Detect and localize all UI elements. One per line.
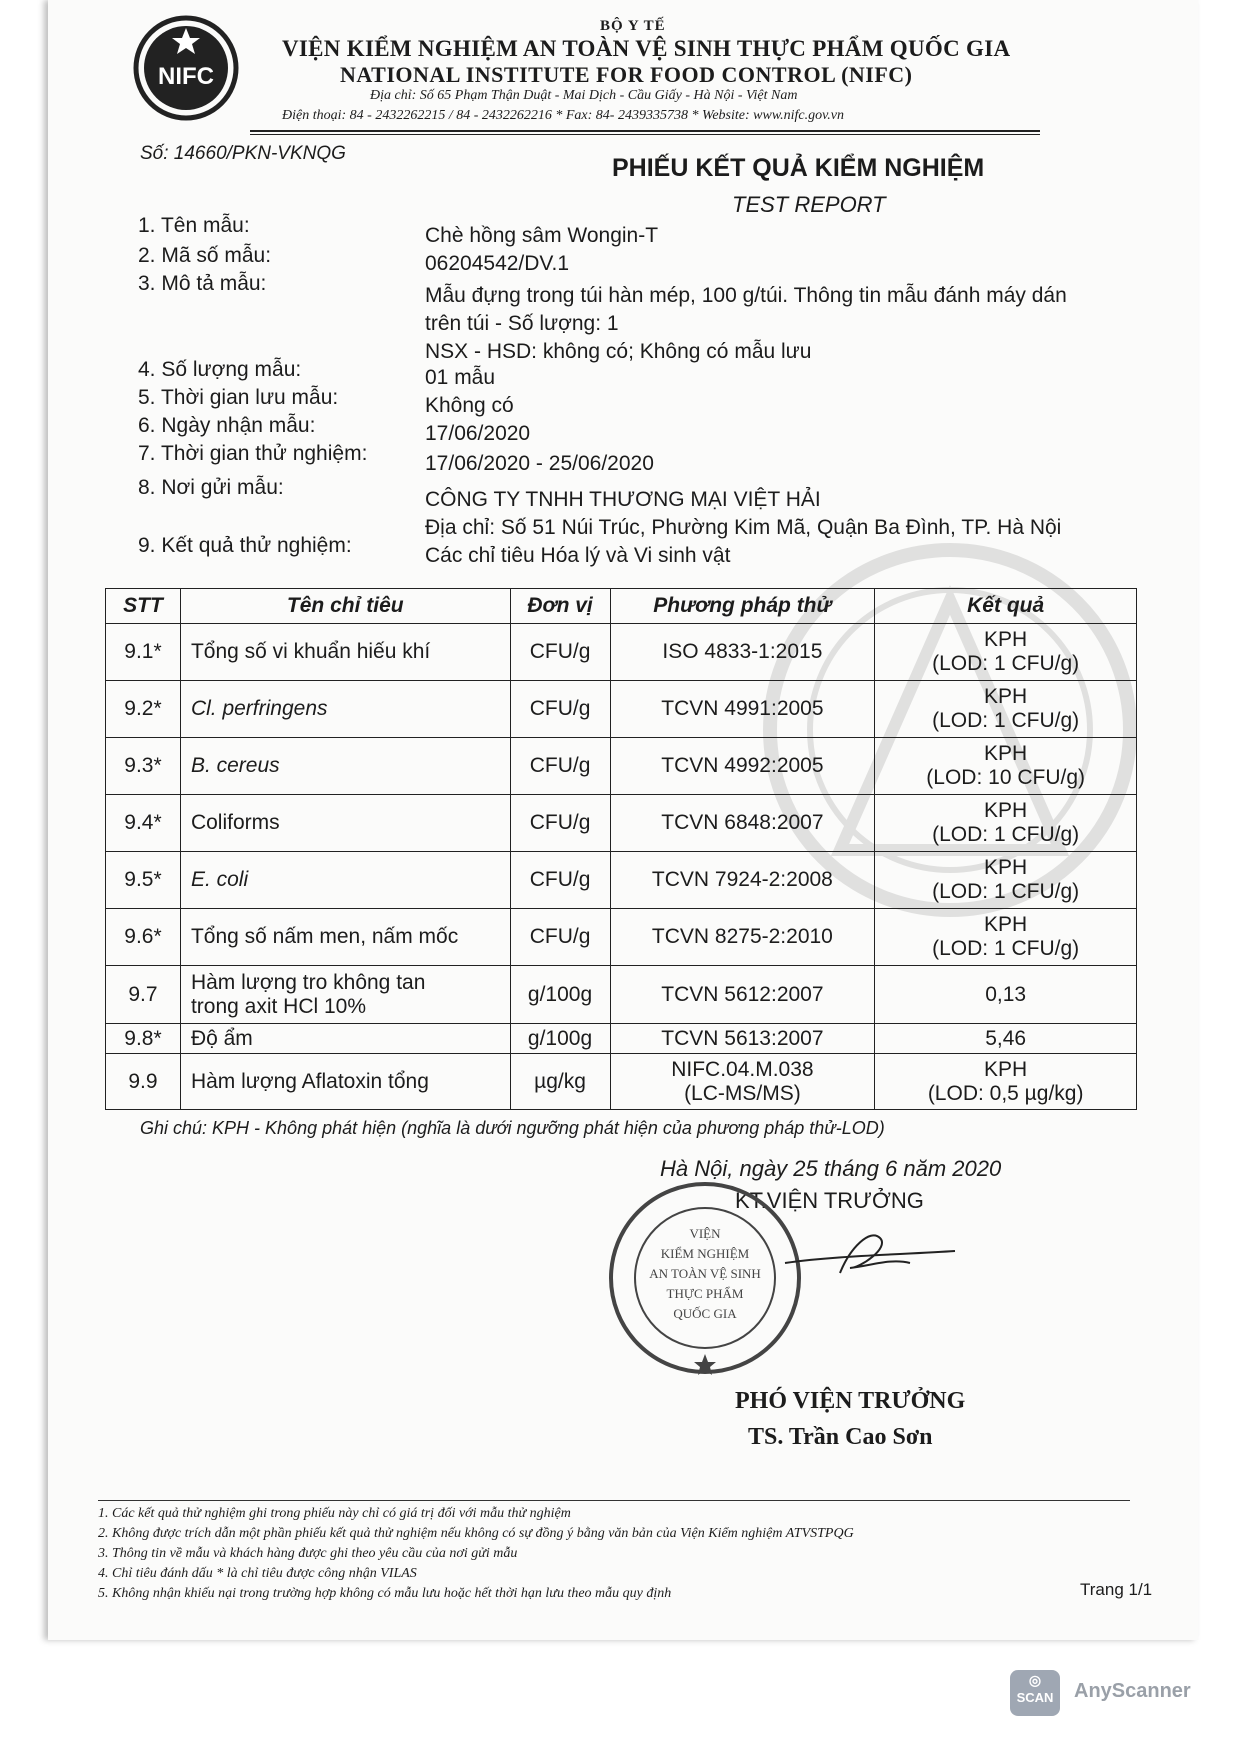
result-value: KPH (984, 799, 1028, 822)
result-lod: (LOD: 1 CFU/g) (932, 652, 1080, 675)
svg-text:QUỐC GIA: QUỐC GIA (673, 1306, 737, 1321)
document-number: Số: 14660/PKN-VKNQG (140, 143, 346, 164)
cell-result (875, 909, 1137, 966)
cell-stt: 9.4* (106, 795, 181, 852)
footnote: 2. Không được trích dẫn một phần phiếu kết quả thử nghiệm nếu không có sự đồng ý bằng văn bản của Viện Kiểm nghiệm ATVSTPQG (98, 1526, 854, 1541)
field-value: 17/06/2020 - 25/06/2020 (425, 452, 654, 475)
table-note: Ghi chú: KPH - Không phát hiện (nghĩa là dưới ngưỡng phát hiện của phương pháp thử-LOD) (140, 1118, 885, 1138)
cell-unit: CFU/g (510, 909, 610, 966)
cell-name: Tổng số nấm men, nấm mốc (180, 909, 510, 966)
cell-result (875, 795, 1137, 852)
nifc-logo-icon (132, 14, 240, 122)
table-row (106, 909, 1137, 966)
cell-result: 0,13 (875, 966, 1137, 1024)
cell-stt: 9.2* (106, 681, 181, 738)
cell-name: Độ ẩm (180, 1024, 510, 1054)
cell-name: Hàm lượng Aflatoxin tổng (180, 1054, 510, 1110)
method-line1: NIFC.04.M.038 (671, 1057, 814, 1081)
name-line1: Hàm lượng tro không tan (190, 970, 426, 994)
header-divider-thin (250, 134, 1040, 135)
cell-method: TCVN 5612:2007 (610, 966, 875, 1024)
report-title: PHIẾU KẾT QUẢ KIỂM NGHIỆM (612, 154, 985, 182)
result-value: KPH (984, 1057, 1028, 1081)
table-row (106, 795, 1137, 852)
institute-name-en: NATIONAL INSTITUTE FOR FOOD CONTROL (NIFC) (340, 62, 913, 87)
cell-unit: CFU/g (510, 624, 610, 681)
footnote: 3. Thông tin về mẫu và khách hàng được ghi theo yêu cầu của nơi gửi mẫu (98, 1546, 518, 1561)
cell-unit: CFU/g (510, 795, 610, 852)
column-header: Phương pháp thử (610, 589, 875, 624)
field-label: 2. Mã số mẫu: (138, 244, 272, 267)
cell-stt: 9.7 (106, 966, 181, 1024)
table-row (106, 852, 1137, 909)
column-header: Tên chỉ tiêu (180, 589, 510, 624)
cell-method: TCVN 7924-2:2008 (610, 852, 875, 909)
field-value: Mẫu đựng trong túi hàn mép, 100 g/túi. Thông tin mẫu đánh máy dán (425, 284, 1067, 307)
cell-stt: 9.5* (106, 852, 181, 909)
svg-text:AN TOÀN VỆ SINH: AN TOÀN VỆ SINH (649, 1266, 761, 1281)
institute-name-vn: VIỆN KIỂM NGHIỆM AN TOÀN VỆ SINH THỰC PHẨM QUỐC GIA (282, 36, 1011, 61)
cell-stt: 9.3* (106, 738, 181, 795)
cell-method: TCVN 5613:2007 (610, 1024, 875, 1054)
svg-text:VIỆN: VIỆN (689, 1226, 721, 1241)
issue-date: Hà Nội, ngày 25 tháng 6 năm 2020 (660, 1156, 1002, 1181)
field-value: 17/06/2020 (425, 422, 531, 445)
table-row (106, 624, 1137, 681)
result-lod: (LOD: 0,5 µg/kg) (927, 1081, 1084, 1105)
field-value: 06204542/DV.1 (425, 252, 570, 275)
cell-result (875, 738, 1137, 795)
cell-unit: CFU/g (510, 852, 610, 909)
cell-result (875, 624, 1137, 681)
field-value-line3: NSX - HSD: không có; Không có mẫu lưu (425, 340, 812, 363)
institute-contact: Điện thoại: 84 - 2432262215 / 84 - 2432262216 * Fax: 84- 2439335738 * Website: www.nifc.gov.vn (282, 108, 845, 123)
field-label: 8. Nơi gửi mẫu: (138, 476, 284, 499)
cell-unit: CFU/g (510, 681, 610, 738)
field-value: Không có (425, 394, 514, 417)
field-label: 5. Thời gian lưu mẫu: (138, 386, 339, 409)
cell-stt: 9.9 (106, 1054, 181, 1110)
column-header: Kết quả (875, 589, 1137, 624)
result-lod: (LOD: 1 CFU/g) (932, 937, 1080, 960)
cell-unit: g/100g (510, 966, 610, 1024)
cell-method: TCVN 4992:2005 (610, 738, 875, 795)
field-value-line2: Địa chỉ: Số 51 Núi Trúc, Phường Kim Mã, Quận Ba Đình, TP. Hà Nội (425, 516, 1062, 539)
field-label: 4. Số lượng mẫu: (138, 358, 302, 381)
cell-result: 5,46 (875, 1024, 1137, 1054)
footnote: 1. Các kết quả thử nghiệm ghi trong phiếu này chỉ có giá trị đối với mẫu thử nghiệm (98, 1506, 571, 1521)
cell-result (875, 852, 1137, 909)
cell-unit: µg/kg (510, 1054, 610, 1110)
cell-name: Cl. perfringens (180, 681, 510, 738)
table-row (106, 1024, 1137, 1054)
result-lod: (LOD: 1 CFU/g) (932, 709, 1080, 732)
svg-text:THỰC PHẨM: THỰC PHẨM (666, 1286, 744, 1301)
signer-authority: KT.VIỆN TRƯỞNG (735, 1188, 924, 1213)
table-row (106, 738, 1137, 795)
signer-name: TS. Trần Cao Sơn (748, 1424, 933, 1450)
result-value: KPH (984, 742, 1028, 765)
result-lod: (LOD: 1 CFU/g) (932, 823, 1080, 846)
cell-stt: 9.1* (106, 624, 181, 681)
signature-icon (780, 1218, 960, 1288)
table-header-row (106, 589, 1137, 624)
result-value: KPH (984, 628, 1028, 651)
cell-method: ISO 4833-1:2015 (610, 624, 875, 681)
table-row (106, 681, 1137, 738)
header-divider (250, 130, 1040, 132)
institute-address: Địa chỉ: Số 65 Phạm Thận Duật - Mai Dịch - Cầu Giấy - Hà Nội - Việt Nam (370, 88, 798, 103)
result-value: KPH (984, 856, 1028, 879)
cell-result (875, 681, 1137, 738)
cell-name: E. coli (180, 852, 510, 909)
table-row (106, 1054, 1137, 1110)
field-label: 6. Ngày nhận mẫu: (138, 414, 316, 437)
name-line2: trong axit HCl 10% (190, 994, 367, 1018)
field-value: Các chỉ tiêu Hóa lý và Vi sinh vật (425, 544, 731, 567)
svg-text:KIỂM NGHIỆM: KIỂM NGHIỆM (660, 1246, 750, 1261)
cell-stt: 9.6* (106, 909, 181, 966)
footnote: 4. Chỉ tiêu đánh dấu * là chỉ tiêu được công nhận VILAS (98, 1566, 417, 1581)
report-subtitle: TEST REPORT (732, 192, 886, 217)
table-row (106, 966, 1137, 1024)
page-number: Trang 1/1 (1080, 1580, 1153, 1599)
results-table (105, 588, 1137, 1110)
cell-method: TCVN 8275-2:2010 (610, 909, 875, 966)
column-header: Đơn vị (510, 589, 610, 624)
field-label: 1. Tên mẫu: (138, 214, 250, 237)
cell-name: B. cereus (180, 738, 510, 795)
field-value: CÔNG TY TNHH THƯƠNG MẠI VIỆT HẢI (425, 488, 821, 511)
field-label: 3. Mô tả mẫu: (138, 272, 267, 295)
svg-text:NIFC: NIFC (158, 63, 214, 90)
cell-unit: CFU/g (510, 738, 610, 795)
cell-name (180, 966, 510, 1024)
cell-name: Coliforms (180, 795, 510, 852)
field-value: 01 mẫu (425, 366, 496, 389)
method-line2: (LC-MS/MS) (684, 1081, 801, 1105)
scan-app-icon: ◎ SCAN (1010, 1670, 1060, 1716)
cell-stt: 9.8* (106, 1024, 181, 1054)
field-label: 9. Kết quả thử nghiệm: (138, 534, 352, 557)
field-label: 7. Thời gian thử nghiệm: (138, 442, 368, 465)
cell-method (610, 1054, 875, 1110)
cell-result (875, 1054, 1137, 1110)
result-lod: (LOD: 1 CFU/g) (932, 880, 1080, 903)
field-value-line2: trên túi - Số lượng: 1 (425, 312, 619, 335)
scanner-app-name: AnyScanner (1074, 1680, 1191, 1702)
footnote: 5. Không nhận khiếu nại trong trường hợp không có mẫu lưu hoặc hết thời hạn lưu theo mẫu quy định (98, 1586, 672, 1601)
result-lod: (LOD: 10 CFU/g) (926, 766, 1085, 789)
result-value: KPH (984, 685, 1028, 708)
cell-method: TCVN 6848:2007 (610, 795, 875, 852)
footer-divider (98, 1500, 1130, 1501)
official-stamp-icon (605, 1178, 805, 1378)
ministry-name: BỘ Y TẾ (600, 18, 666, 34)
cell-name: Tổng số vi khuẩn hiếu khí (180, 624, 510, 681)
result-value: KPH (984, 913, 1028, 936)
cell-method: TCVN 4991:2005 (610, 681, 875, 738)
signer-title: PHÓ VIỆN TRƯỞNG (735, 1388, 966, 1414)
cell-unit: g/100g (510, 1024, 610, 1054)
field-value: Chè hồng sâm Wongin-T (425, 224, 659, 247)
column-header: STT (106, 589, 181, 624)
